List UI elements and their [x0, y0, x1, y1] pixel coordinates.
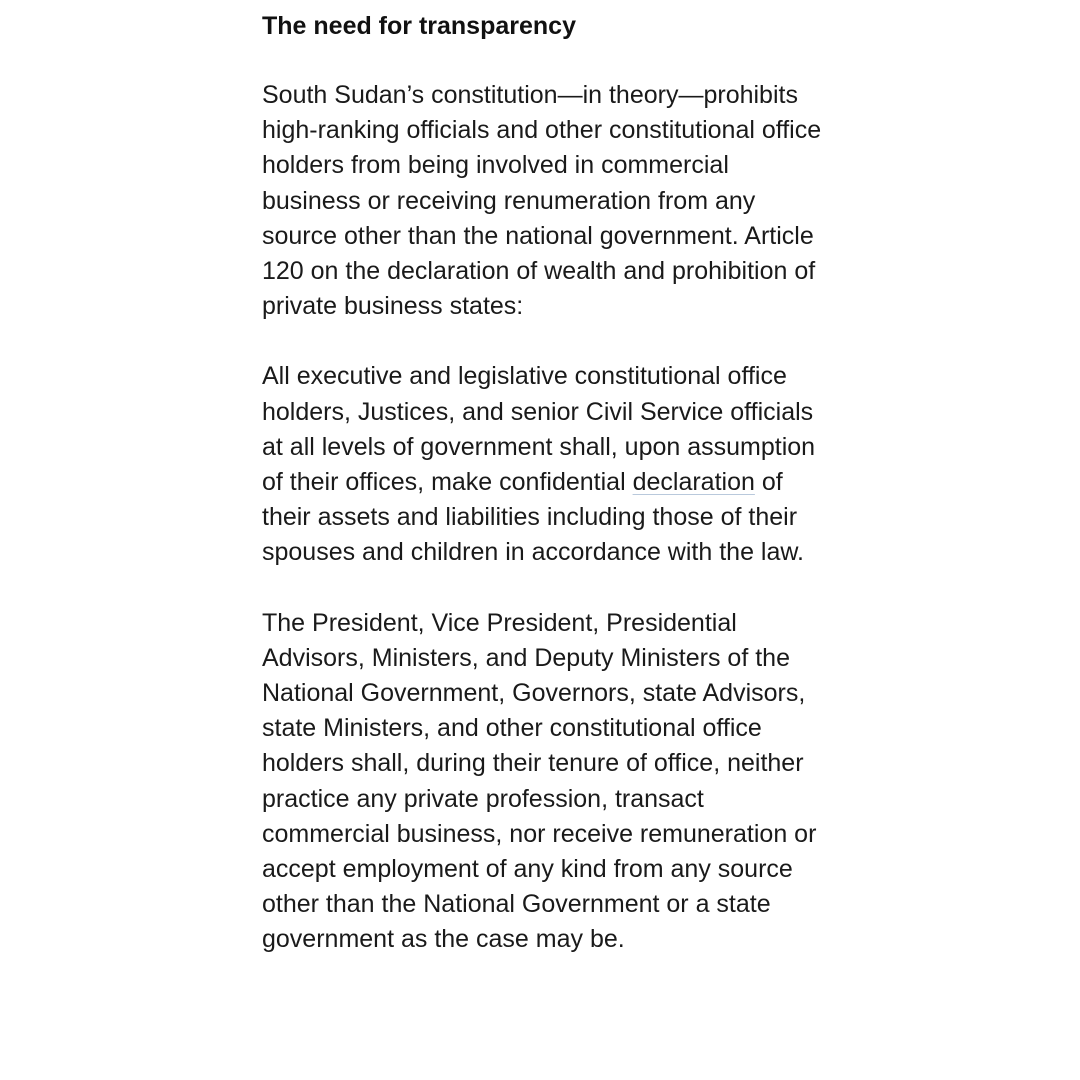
- article-body: [262, 8, 822, 958]
- paragraph-text-after-link: of their assets and liabilities including those of their spouses and children in accordance with the law.: [262, 468, 804, 567]
- paragraph-intro: South Sudan’s constitution—in theory—prohibits high-ranking officials and other constitutional office holders from being involved in commercial business or receiving renumeration from any source other than the national government. Article 120 on the declaration of wealth and prohibition of private business states:: [262, 81, 822, 321]
- section-heading: The need for transparency: [262, 12, 576, 40]
- paragraph-quote-prohibition: The President, Vice President, Presidential Advisors, Ministers, and Deputy Ministers of the National Government, Governors, state Advisors, state Ministers, and other constitutional office holders shall, during their tenure of office, neither practice any private profession, transact commercial business, nor receive remuneration or accept employment of any kind from any source other than the National Government or a state government as the case may be.: [262, 608, 817, 954]
- paragraph-text-before-link: All executive and legislative constitutional office holders, Justices, and senior Civil Service officials at all levels of government shall, upon assumption of their offices, make confidential: [262, 362, 816, 497]
- declaration-link[interactable]: declaration: [632, 468, 755, 497]
- paragraph-quote-declaration: [262, 359, 822, 570]
